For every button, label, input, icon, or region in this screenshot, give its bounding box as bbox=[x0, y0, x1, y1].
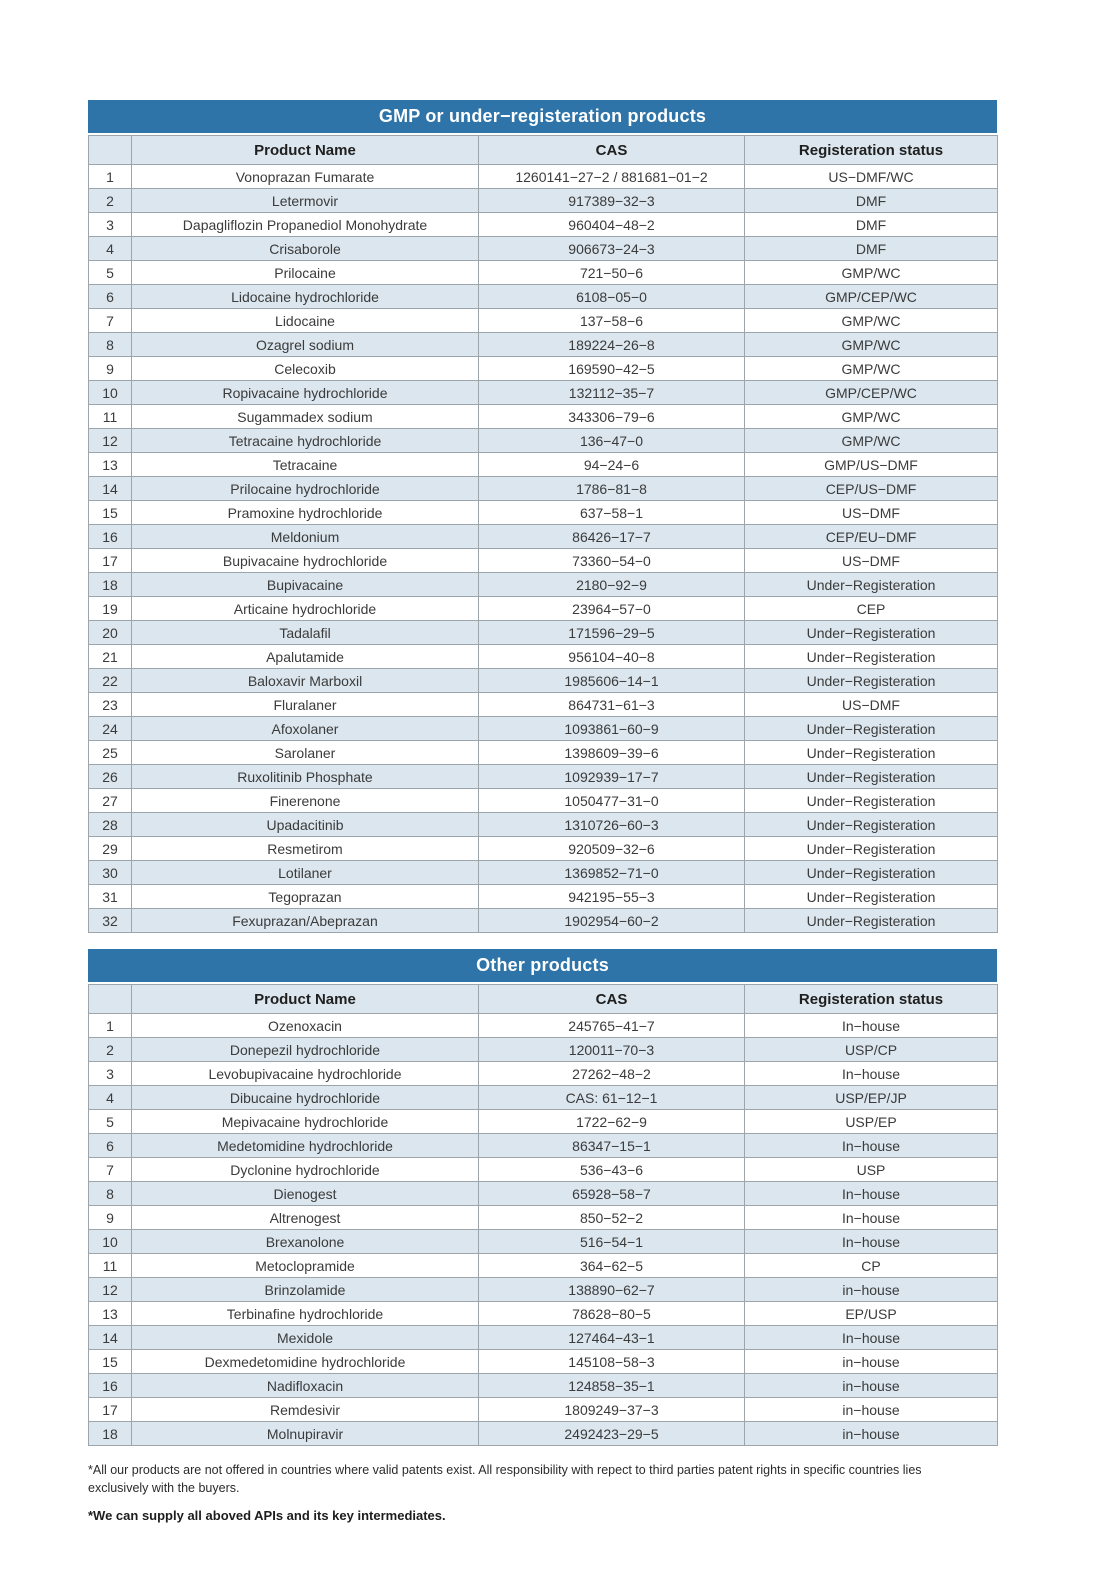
table-row bbox=[89, 165, 998, 189]
footnotes bbox=[88, 1462, 980, 1525]
product-name-cell: Tetracaine hydrochloride bbox=[132, 429, 479, 453]
table-row bbox=[89, 621, 998, 645]
status-cell: DMF bbox=[745, 213, 998, 237]
column-header-number bbox=[89, 136, 132, 165]
product-name-cell: Celecoxib bbox=[132, 357, 479, 381]
row-number-cell: 8 bbox=[89, 1182, 132, 1206]
status-cell: Under−Registeration bbox=[745, 885, 998, 909]
row-number-cell: 15 bbox=[89, 501, 132, 525]
row-number-cell: 23 bbox=[89, 693, 132, 717]
product-name-cell: Bupivacaine hydrochloride bbox=[132, 549, 479, 573]
status-cell: Under−Registeration bbox=[745, 837, 998, 861]
gmp-section-title: GMP or under−registeration products bbox=[88, 100, 997, 133]
row-number-cell: 32 bbox=[89, 909, 132, 933]
cas-cell: 86347−15−1 bbox=[479, 1134, 745, 1158]
product-name-cell: Remdesivir bbox=[132, 1398, 479, 1422]
cas-cell: 86426−17−7 bbox=[479, 525, 745, 549]
cas-cell: 1310726−60−3 bbox=[479, 813, 745, 837]
cas-cell: 536−43−6 bbox=[479, 1158, 745, 1182]
cas-cell: 2180−92−9 bbox=[479, 573, 745, 597]
status-cell: in−house bbox=[745, 1422, 998, 1446]
cas-cell: 1902954−60−2 bbox=[479, 909, 745, 933]
product-name-cell: Brexanolone bbox=[132, 1230, 479, 1254]
row-number-cell: 7 bbox=[89, 309, 132, 333]
table-row bbox=[89, 1278, 998, 1302]
cas-cell: 956104−40−8 bbox=[479, 645, 745, 669]
table-row bbox=[89, 1038, 998, 1062]
status-cell: In−house bbox=[745, 1182, 998, 1206]
status-cell: Under−Registeration bbox=[745, 909, 998, 933]
table-row bbox=[89, 1350, 998, 1374]
cas-cell: 906673−24−3 bbox=[479, 237, 745, 261]
table-row bbox=[89, 309, 998, 333]
status-cell: in−house bbox=[745, 1278, 998, 1302]
cas-cell: 1369852−71−0 bbox=[479, 861, 745, 885]
row-number-cell: 11 bbox=[89, 1254, 132, 1278]
cas-cell: 1093861−60−9 bbox=[479, 717, 745, 741]
product-name-cell: Pramoxine hydrochloride bbox=[132, 501, 479, 525]
cas-cell: 23964−57−0 bbox=[479, 597, 745, 621]
product-name-cell: Afoxolaner bbox=[132, 717, 479, 741]
status-cell: EP/USP bbox=[745, 1302, 998, 1326]
status-cell: Under−Registeration bbox=[745, 621, 998, 645]
status-cell: CEP bbox=[745, 597, 998, 621]
cas-cell: 942195−55−3 bbox=[479, 885, 745, 909]
row-number-cell: 9 bbox=[89, 357, 132, 381]
status-cell: USP/CP bbox=[745, 1038, 998, 1062]
status-cell: DMF bbox=[745, 189, 998, 213]
row-number-cell: 21 bbox=[89, 645, 132, 669]
table-row bbox=[89, 1062, 998, 1086]
cas-cell: 1398609−39−6 bbox=[479, 741, 745, 765]
row-number-cell: 5 bbox=[89, 261, 132, 285]
cas-cell: 136−47−0 bbox=[479, 429, 745, 453]
product-name-cell: Meldonium bbox=[132, 525, 479, 549]
product-name-cell: Mexidole bbox=[132, 1326, 479, 1350]
table-row bbox=[89, 549, 998, 573]
cas-cell: 637−58−1 bbox=[479, 501, 745, 525]
table-row bbox=[89, 741, 998, 765]
status-cell: Under−Registeration bbox=[745, 717, 998, 741]
cas-cell: 65928−58−7 bbox=[479, 1182, 745, 1206]
row-number-cell: 12 bbox=[89, 429, 132, 453]
product-name-cell: Resmetirom bbox=[132, 837, 479, 861]
cas-cell: 78628−80−5 bbox=[479, 1302, 745, 1326]
row-number-cell: 10 bbox=[89, 381, 132, 405]
status-cell: Under−Registeration bbox=[745, 861, 998, 885]
cas-cell: 73360−54−0 bbox=[479, 549, 745, 573]
product-name-cell: Tegoprazan bbox=[132, 885, 479, 909]
product-name-cell: Dienogest bbox=[132, 1182, 479, 1206]
status-cell: GMP/WC bbox=[745, 261, 998, 285]
column-header-cas: CAS bbox=[479, 985, 745, 1014]
cas-cell: 94−24−6 bbox=[479, 453, 745, 477]
status-cell: Under−Registeration bbox=[745, 789, 998, 813]
status-cell: GMP/WC bbox=[745, 405, 998, 429]
status-cell: GMP/WC bbox=[745, 429, 998, 453]
cas-cell: 364−62−5 bbox=[479, 1254, 745, 1278]
row-number-cell: 1 bbox=[89, 165, 132, 189]
row-number-cell: 13 bbox=[89, 453, 132, 477]
cas-cell: 2492423−29−5 bbox=[479, 1422, 745, 1446]
table-row bbox=[89, 645, 998, 669]
row-number-cell: 17 bbox=[89, 549, 132, 573]
cas-cell: 124858−35−1 bbox=[479, 1374, 745, 1398]
row-number-cell: 5 bbox=[89, 1110, 132, 1134]
product-name-cell: Dyclonine hydrochloride bbox=[132, 1158, 479, 1182]
row-number-cell: 12 bbox=[89, 1278, 132, 1302]
column-header-number bbox=[89, 985, 132, 1014]
product-name-cell: Fexuprazan/Abeprazan bbox=[132, 909, 479, 933]
table-row bbox=[89, 669, 998, 693]
product-name-cell: Altrenogest bbox=[132, 1206, 479, 1230]
table-row bbox=[89, 1422, 998, 1446]
product-name-cell: Levobupivacaine hydrochloride bbox=[132, 1062, 479, 1086]
status-cell: US−DMF bbox=[745, 549, 998, 573]
row-number-cell: 30 bbox=[89, 861, 132, 885]
cas-cell: CAS: 61−12−1 bbox=[479, 1086, 745, 1110]
status-cell: in−house bbox=[745, 1374, 998, 1398]
row-number-cell: 16 bbox=[89, 1374, 132, 1398]
cas-cell: 1722−62−9 bbox=[479, 1110, 745, 1134]
row-number-cell: 14 bbox=[89, 1326, 132, 1350]
product-name-cell: Articaine hydrochloride bbox=[132, 597, 479, 621]
product-name-cell: Prilocaine hydrochloride bbox=[132, 477, 479, 501]
table-row bbox=[89, 189, 998, 213]
product-name-cell: Bupivacaine bbox=[132, 573, 479, 597]
status-cell: US−DMF/WC bbox=[745, 165, 998, 189]
table-row bbox=[89, 1374, 998, 1398]
table-row bbox=[89, 381, 998, 405]
product-name-cell: Molnupiravir bbox=[132, 1422, 479, 1446]
row-number-cell: 15 bbox=[89, 1350, 132, 1374]
cas-cell: 145108−58−3 bbox=[479, 1350, 745, 1374]
table-row bbox=[89, 909, 998, 933]
cas-cell: 137−58−6 bbox=[479, 309, 745, 333]
row-number-cell: 28 bbox=[89, 813, 132, 837]
status-cell: Under−Registeration bbox=[745, 669, 998, 693]
product-name-cell: Lotilaner bbox=[132, 861, 479, 885]
table-row bbox=[89, 405, 998, 429]
product-name-cell: Ropivacaine hydrochloride bbox=[132, 381, 479, 405]
row-number-cell: 17 bbox=[89, 1398, 132, 1422]
product-name-cell: Dibucaine hydrochloride bbox=[132, 1086, 479, 1110]
status-cell: In−house bbox=[745, 1326, 998, 1350]
cas-cell: 189224−26−8 bbox=[479, 333, 745, 357]
cas-cell: 1260141−27−2 / 881681−01−2 bbox=[479, 165, 745, 189]
status-cell: GMP/WC bbox=[745, 309, 998, 333]
product-name-cell: Fluralaner bbox=[132, 693, 479, 717]
status-cell: in−house bbox=[745, 1398, 998, 1422]
product-name-cell: Tetracaine bbox=[132, 453, 479, 477]
product-name-cell: Upadacitinib bbox=[132, 813, 479, 837]
product-name-cell: Nadifloxacin bbox=[132, 1374, 479, 1398]
gmp-table-body bbox=[89, 165, 998, 933]
table-row bbox=[89, 429, 998, 453]
other-table-body bbox=[89, 1014, 998, 1446]
table-row bbox=[89, 789, 998, 813]
cas-cell: 245765−41−7 bbox=[479, 1014, 745, 1038]
table-row bbox=[89, 1230, 998, 1254]
product-name-cell: Terbinafine hydrochloride bbox=[132, 1302, 479, 1326]
table-row bbox=[89, 1086, 998, 1110]
table-row bbox=[89, 285, 998, 309]
table-row bbox=[89, 717, 998, 741]
cas-cell: 721−50−6 bbox=[479, 261, 745, 285]
row-number-cell: 10 bbox=[89, 1230, 132, 1254]
product-name-cell: Mepivacaine hydrochloride bbox=[132, 1110, 479, 1134]
table-row bbox=[89, 1206, 998, 1230]
cas-cell: 917389−32−3 bbox=[479, 189, 745, 213]
table-row bbox=[89, 357, 998, 381]
table-row bbox=[89, 765, 998, 789]
product-name-cell: Prilocaine bbox=[132, 261, 479, 285]
row-number-cell: 6 bbox=[89, 1134, 132, 1158]
table-row bbox=[89, 813, 998, 837]
table-row bbox=[89, 213, 998, 237]
product-name-cell: Ozagrel sodium bbox=[132, 333, 479, 357]
product-name-cell: Ozenoxacin bbox=[132, 1014, 479, 1038]
status-cell: In−house bbox=[745, 1062, 998, 1086]
row-number-cell: 20 bbox=[89, 621, 132, 645]
row-number-cell: 8 bbox=[89, 333, 132, 357]
status-cell: Under−Registeration bbox=[745, 741, 998, 765]
column-header-registeration-status: Registeration status bbox=[745, 985, 998, 1014]
column-header-cas: CAS bbox=[479, 136, 745, 165]
product-name-cell: Crisaborole bbox=[132, 237, 479, 261]
table-row bbox=[89, 1110, 998, 1134]
table-row bbox=[89, 1254, 998, 1278]
status-cell: GMP/WC bbox=[745, 333, 998, 357]
row-number-cell: 1 bbox=[89, 1014, 132, 1038]
status-cell: Under−Registeration bbox=[745, 813, 998, 837]
table-row bbox=[89, 861, 998, 885]
row-number-cell: 29 bbox=[89, 837, 132, 861]
status-cell: CEP/US−DMF bbox=[745, 477, 998, 501]
product-name-cell: Dexmedetomidine hydrochloride bbox=[132, 1350, 479, 1374]
product-name-cell: Sarolaner bbox=[132, 741, 479, 765]
table-row bbox=[89, 1014, 998, 1038]
table-row bbox=[89, 1182, 998, 1206]
product-name-cell: Lidocaine bbox=[132, 309, 479, 333]
cas-cell: 1786−81−8 bbox=[479, 477, 745, 501]
header-row bbox=[89, 985, 998, 1014]
status-cell: In−house bbox=[745, 1230, 998, 1254]
status-cell: GMP/WC bbox=[745, 357, 998, 381]
row-number-cell: 31 bbox=[89, 885, 132, 909]
status-cell: in−house bbox=[745, 1350, 998, 1374]
status-cell: Under−Registeration bbox=[745, 573, 998, 597]
status-cell: USP bbox=[745, 1158, 998, 1182]
row-number-cell: 18 bbox=[89, 1422, 132, 1446]
row-number-cell: 16 bbox=[89, 525, 132, 549]
row-number-cell: 3 bbox=[89, 1062, 132, 1086]
cas-cell: 169590−42−5 bbox=[479, 357, 745, 381]
status-cell: USP/EP/JP bbox=[745, 1086, 998, 1110]
product-name-cell: Donepezil hydrochloride bbox=[132, 1038, 479, 1062]
row-number-cell: 9 bbox=[89, 1206, 132, 1230]
row-number-cell: 2 bbox=[89, 1038, 132, 1062]
cas-cell: 138890−62−7 bbox=[479, 1278, 745, 1302]
row-number-cell: 24 bbox=[89, 717, 132, 741]
table-row bbox=[89, 693, 998, 717]
row-number-cell: 13 bbox=[89, 1302, 132, 1326]
header-row bbox=[89, 136, 998, 165]
row-number-cell: 26 bbox=[89, 765, 132, 789]
table-row bbox=[89, 573, 998, 597]
status-cell: US−DMF bbox=[745, 693, 998, 717]
table-row bbox=[89, 1134, 998, 1158]
product-name-cell: Baloxavir Marboxil bbox=[132, 669, 479, 693]
table-row bbox=[89, 597, 998, 621]
product-name-cell: Vonoprazan Fumarate bbox=[132, 165, 479, 189]
cas-cell: 1092939−17−7 bbox=[479, 765, 745, 789]
table-row bbox=[89, 261, 998, 285]
product-name-cell: Tadalafil bbox=[132, 621, 479, 645]
product-name-cell: Ruxolitinib Phosphate bbox=[132, 765, 479, 789]
status-cell: USP/EP bbox=[745, 1110, 998, 1134]
other-section-title: Other products bbox=[88, 949, 997, 982]
product-name-cell: Lidocaine hydrochloride bbox=[132, 285, 479, 309]
column-header-registeration-status: Registeration status bbox=[745, 136, 998, 165]
row-number-cell: 6 bbox=[89, 285, 132, 309]
row-number-cell: 14 bbox=[89, 477, 132, 501]
gmp-table-header bbox=[89, 136, 998, 165]
row-number-cell: 18 bbox=[89, 573, 132, 597]
status-cell: In−house bbox=[745, 1014, 998, 1038]
other-table-header bbox=[89, 985, 998, 1014]
table-row bbox=[89, 1302, 998, 1326]
table-row bbox=[89, 1158, 998, 1182]
product-name-cell: Sugammadex sodium bbox=[132, 405, 479, 429]
status-cell: DMF bbox=[745, 237, 998, 261]
row-number-cell: 22 bbox=[89, 669, 132, 693]
cas-cell: 132112−35−7 bbox=[479, 381, 745, 405]
column-header-product-name: Product Name bbox=[132, 985, 479, 1014]
table-row bbox=[89, 333, 998, 357]
product-name-cell: Letermovir bbox=[132, 189, 479, 213]
cas-cell: 864731−61−3 bbox=[479, 693, 745, 717]
status-cell: GMP/US−DMF bbox=[745, 453, 998, 477]
other-products-table bbox=[88, 984, 998, 1446]
status-cell: CP bbox=[745, 1254, 998, 1278]
cas-cell: 6108−05−0 bbox=[479, 285, 745, 309]
product-name-cell: Metoclopramide bbox=[132, 1254, 479, 1278]
product-name-cell: Medetomidine hydrochloride bbox=[132, 1134, 479, 1158]
table-row bbox=[89, 501, 998, 525]
cas-cell: 127464−43−1 bbox=[479, 1326, 745, 1350]
row-number-cell: 2 bbox=[89, 189, 132, 213]
status-cell: GMP/CEP/WC bbox=[745, 381, 998, 405]
cas-cell: 920509−32−6 bbox=[479, 837, 745, 861]
footnote-supply: *We can supply all aboved APIs and its key intermediates. bbox=[88, 1507, 446, 1523]
status-cell: Under−Registeration bbox=[745, 645, 998, 669]
status-cell: GMP/CEP/WC bbox=[745, 285, 998, 309]
cas-cell: 1985606−14−1 bbox=[479, 669, 745, 693]
table-row bbox=[89, 1398, 998, 1422]
cas-cell: 850−52−2 bbox=[479, 1206, 745, 1230]
row-number-cell: 27 bbox=[89, 789, 132, 813]
table-row bbox=[89, 453, 998, 477]
status-cell: Under−Registeration bbox=[745, 765, 998, 789]
table-row bbox=[89, 837, 998, 861]
cas-cell: 120011−70−3 bbox=[479, 1038, 745, 1062]
other-products-section bbox=[88, 949, 997, 1446]
footnote-patents: *All our products are not offered in countries where valid patents exist. All responsibility with repect to third parties patent rights in specific countries lies exclusively with the buyers. bbox=[88, 1463, 922, 1495]
status-cell: US−DMF bbox=[745, 501, 998, 525]
row-number-cell: 4 bbox=[89, 1086, 132, 1110]
table-row bbox=[89, 525, 998, 549]
cas-cell: 1050477−31−0 bbox=[479, 789, 745, 813]
product-name-cell: Finerenone bbox=[132, 789, 479, 813]
table-row bbox=[89, 1326, 998, 1350]
cas-cell: 27262−48−2 bbox=[479, 1062, 745, 1086]
cas-cell: 1809249−37−3 bbox=[479, 1398, 745, 1422]
product-name-cell: Dapagliflozin Propanediol Monohydrate bbox=[132, 213, 479, 237]
row-number-cell: 11 bbox=[89, 405, 132, 429]
row-number-cell: 3 bbox=[89, 213, 132, 237]
document-content bbox=[88, 100, 997, 1525]
table-row bbox=[89, 885, 998, 909]
column-header-product-name: Product Name bbox=[132, 136, 479, 165]
status-cell: In−house bbox=[745, 1134, 998, 1158]
row-number-cell: 19 bbox=[89, 597, 132, 621]
row-number-cell: 25 bbox=[89, 741, 132, 765]
row-number-cell: 7 bbox=[89, 1158, 132, 1182]
table-row bbox=[89, 477, 998, 501]
cas-cell: 343306−79−6 bbox=[479, 405, 745, 429]
table-row bbox=[89, 237, 998, 261]
gmp-products-table bbox=[88, 135, 998, 933]
cas-cell: 960404−48−2 bbox=[479, 213, 745, 237]
status-cell: CEP/EU−DMF bbox=[745, 525, 998, 549]
cas-cell: 516−54−1 bbox=[479, 1230, 745, 1254]
product-name-cell: Apalutamide bbox=[132, 645, 479, 669]
row-number-cell: 4 bbox=[89, 237, 132, 261]
cas-cell: 171596−29−5 bbox=[479, 621, 745, 645]
status-cell: In−house bbox=[745, 1206, 998, 1230]
product-name-cell: Brinzolamide bbox=[132, 1278, 479, 1302]
